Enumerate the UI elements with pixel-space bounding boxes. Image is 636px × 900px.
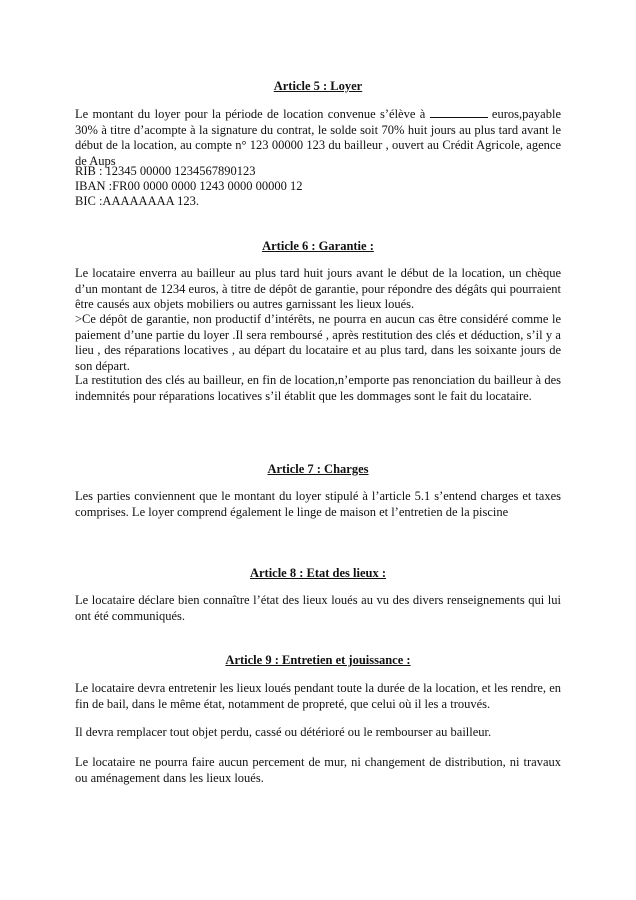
article-5-paragraph xyxy=(75,106,561,169)
article-5-title: Article 5 : Loyer xyxy=(273,79,363,93)
article-8-paragraph: Le locataire déclare bien connaître l’état des lieux loués au vu des divers renseignements qui lui ont été communiqués. xyxy=(75,593,561,623)
article-5-text-end: euros,payable 30% à titre d’acompte à la signature du contrat, le solde soit 70% huit jours au plus tard avant le début de la location, au compte n° 123 00000 123 du bailleur , ouvert au Crédit Agricole, agence de Aups xyxy=(75,107,561,168)
article-9-paragraph-2: Il devra remplacer tout objet perdu, cassé ou détérioré ou le rembourser au bailleur. xyxy=(75,725,492,739)
article-9-paragraph-1: Le locataire devra entretenir les lieux loués pendant toute la durée de la location, et les rendre, en fin de bail, dans le même état, notamment de propreté, que celui où il les a trouvés. xyxy=(75,681,561,711)
article-7-paragraph: Les parties conviennent que le montant du loyer stipulé à l’article 5.1 s’entend charges et taxes comprises. Le loyer comprend également le linge de maison et l’entretien de la piscine xyxy=(75,489,561,519)
article-8-title: Article 8 : Etat des lieux : xyxy=(249,566,387,580)
rib-line: RIB : 12345 00000 1234567890123 xyxy=(75,164,256,178)
article-9-paragraph-3: Le locataire ne pourra faire aucun percement de mur, ni changement de distribution, ni travaux ou aménagement dans les lieux loués. xyxy=(75,755,561,785)
article-6-title: Article 6 : Garantie : xyxy=(262,239,374,253)
article-6-paragraph-2: >Ce dépôt de garantie, non productif d’intérêts, ne pourra en aucun cas être considéré comme le paiement d’une partie du loyer .Il sera remboursé , après restitution des clés et déduction, s’il y a lieu , des réparations locatives , au départ du locataire et au plus tard, dans les soixante jours de son départ. xyxy=(75,312,561,373)
bic-line: BIC :AAAAAAAA 123. xyxy=(75,194,199,208)
article-9-title: Article 9 : Entretien et jouissance : xyxy=(225,653,411,667)
amount-blank-line xyxy=(430,106,488,118)
iban-line: IBAN :FR00 0000 0000 1243 0000 00000 12 xyxy=(75,179,303,193)
article-6-paragraph-3: La restitution des clés au bailleur, en fin de location,n’emporte pas renonciation du bailleur à des indemnités pour réparations locatives s’il établit que les dommages sont le fait du locataire. xyxy=(75,373,561,403)
article-6-paragraph-1: Le locataire enverra au bailleur au plus tard huit jours avant le début de la location, un chèque d’un montant de 1234 euros, à titre de dépôt de garantie, pour répondre des dégâts qui pourraient être causés aux objets mobiliers ou autres garnissant les lieux loués. xyxy=(75,266,561,311)
article-7-title: Article 7 : Charges xyxy=(267,462,369,476)
article-5-text-start: Le montant du loyer pour la période de location convenue s’élève à xyxy=(75,107,426,121)
